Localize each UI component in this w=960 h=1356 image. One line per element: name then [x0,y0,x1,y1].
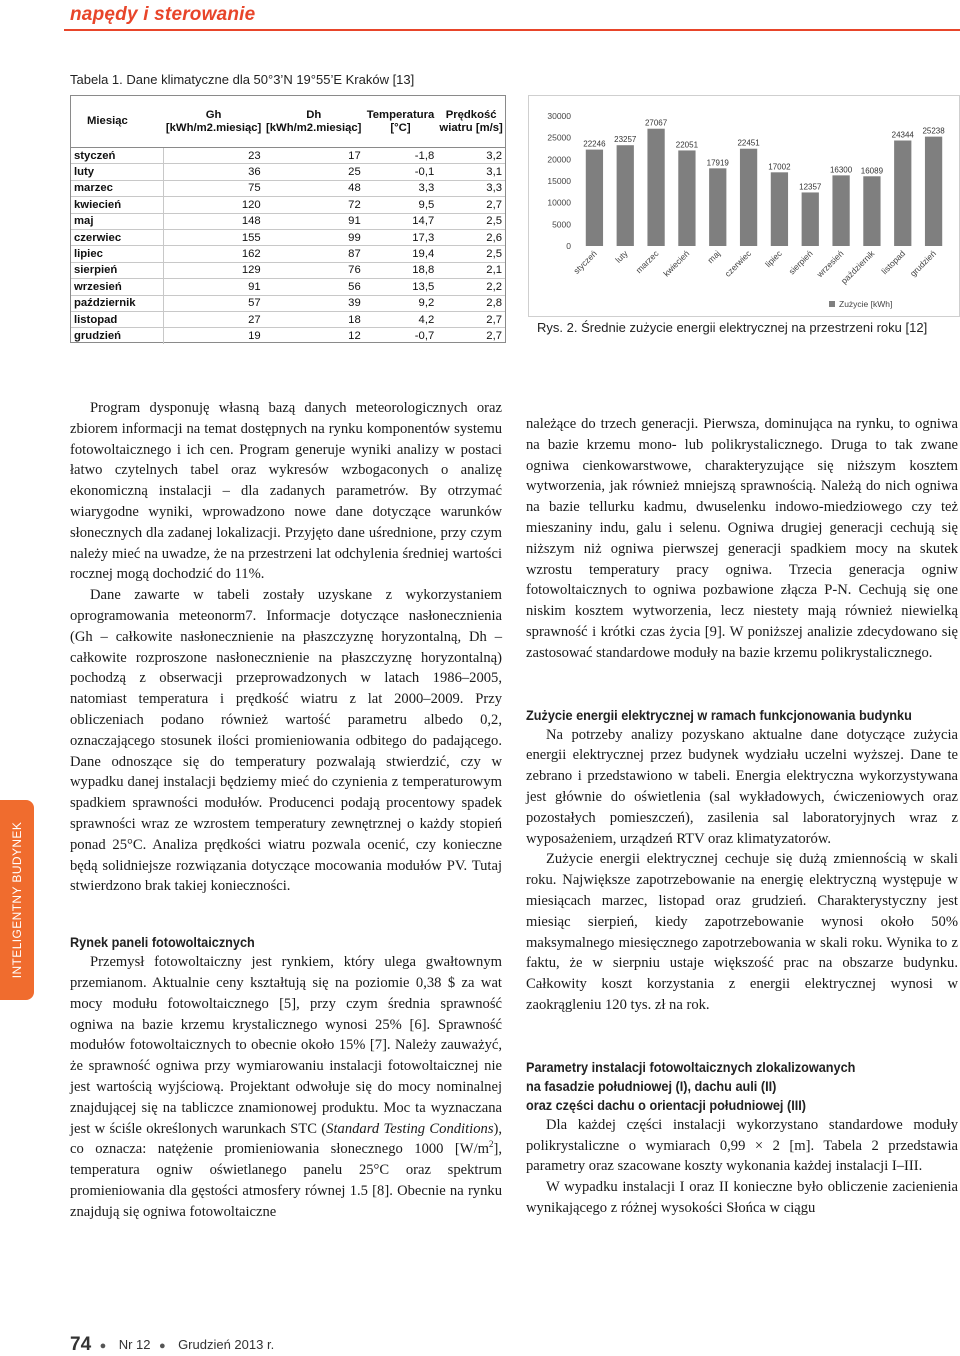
value-cell: 2,5 [437,213,505,229]
data-label: 25238 [922,126,945,136]
climate-table-box [70,95,506,343]
value-cell: 12 [348,329,361,342]
bullet-icon: ● [158,1340,166,1352]
value-cell: 120 [164,197,264,213]
bar [802,192,819,246]
value-cell: 57 [164,295,264,311]
data-label: 23257 [614,135,637,145]
value-cell: 148 [164,213,264,229]
value-cell: 56 [264,279,364,295]
page-footer [70,1334,274,1356]
value-cell: 72 [264,197,364,213]
bar [771,172,788,246]
value-cell: -0,1 [364,164,438,180]
data-label: 22451 [737,138,760,148]
x-tick-label: grudzień [907,248,938,279]
bar [647,129,664,246]
issue-date: Grudzień 2013 r. [178,1337,275,1352]
table-header-row [71,96,505,148]
y-tick-label: 25000 [547,132,571,143]
value-cell: 3,2 [437,148,505,164]
data-label: 17919 [706,158,729,168]
value-cell: 17 [264,148,364,164]
paragraph: W wypadku instalacji I oraz II konieczne było obliczenie zacienienia wynikającego z różnej wysokości Słońca w ciągu [526,1179,958,1216]
x-tick-label: listopad [879,248,908,277]
page-number: 74 [70,1334,92,1355]
table-body [71,148,505,344]
value-cell: 162 [164,246,264,262]
x-tick-label: marzec [633,248,661,276]
table-row [71,213,505,229]
bar [617,145,634,246]
month-cell: luty [71,164,164,180]
value-cell: -1,8 [364,148,438,164]
month-cell: styczeń [71,148,164,164]
value-cell: 3,1 [437,164,505,180]
value-cell: 9,2 [364,295,438,311]
legend-swatch [829,301,835,307]
x-tick-label: kwiecień [661,248,692,279]
paragraph: Na potrzeby analizy pozyskano aktualne dane dotyczące zużycia energii elektrycznej przez budynek wydziału uczelni wyższej. Dane te zebrano i przedstawiono w tabeli. Energia elektryczna wykorzystywana jest głównie do oświetlenia (sal wykładowych, ćwiczeniowych oraz pozostałych pomieszczeń), zasilenia sal laboratoryjnych wraz z wyposażeniem, urządzeń RTV oraz klimatyzatorów. [526,726,958,847]
month-cell: sierpień [71,262,164,278]
x-tick-label: sierpień [786,248,815,277]
side-tab-label: INTELIGENTNY BUDYNEK [10,821,24,979]
x-tick-label: maj [705,248,723,266]
value-cell: 23 [164,148,264,164]
month-cell: maj [71,213,164,229]
section-heading: na fasadzie południowej (I), dachu auli (II) [526,1078,777,1094]
section-heading: Zużycie energii elektrycznej w ramach funkcjonowania budynku [526,707,912,723]
climate-table [71,96,505,344]
data-label: 24344 [891,130,914,140]
x-tick-label: lipiec [763,248,784,270]
value-cell: 3,3 [437,180,505,196]
data-label: 22246 [583,139,606,149]
table-row [71,197,505,213]
x-tick-label: wrzesień [814,248,846,280]
data-label: 27067 [644,118,668,128]
section-heading: oraz części dachu o orientacji południowej (III) [526,1097,807,1113]
y-tick-label: 15000 [547,176,571,186]
y-tick-label: 5000 [552,219,571,230]
legend-label: Zużycie [kWh] [839,299,893,309]
energy-bar-chart [529,96,959,316]
month-cell: lipiec [71,246,164,262]
y-tick-label: 10000 [547,197,571,208]
data-label: 16300 [829,165,853,175]
x-tick-label: październik [838,248,877,286]
month-cell: wrzesień [71,279,164,295]
bar [740,149,757,246]
left-column [70,398,502,1222]
table-row [71,279,505,295]
section-header: napędy i sterowanie [70,4,256,25]
table-row [71,148,505,164]
bar [678,150,695,246]
month-cell: kwiecień [71,197,164,213]
paragraph: Przemysł fotowoltaiczny jest rynkiem, który ulega gwałtownym przemianom. Aktualnie ceny kształtują się na poziomie 0,38 $ za wat mocy modułu fotowoltaicznego [5], przy czym średnia sprawność ogniwa na bazie krzemu krystalicznego wynosi 25% [6]. Sprawność modułów fotowoltaicznych to obecnie około 15% [7]. Należy zauważyć, że sprawność ogniwa przy wymiarowaniu instalacji fotowoltaicznej nie jest wartością wyjściową. Projektant odwołuje się do mocy nominalnej znajdującej się na tabliczce znamionowej produktu. Moc ta wyznaczana jest w ściśle określonych warunkach STC (Standard Testing Conditions), co oznacza: natężenie promieniowania słonecznego 1000 $[W/m^2]$, temperatura ogniw oświetlanego panelu 25°C oraz spektrum promieniowania dla gęstości atmosfery równej 1.5 [8]. Obecnie na rynku znajdują się ogniwa fotowoltaiczne [70,954,503,1220]
paragraph: Dane zawarte w tabeli zostały uzyskane z wykorzystaniem oprogramowania meteonorm7. Informacje dotyczące nasłonecznienia (Gh – całkowite nasłonecznienie na płaszczyznę horyzontalną, Dh – całkowite rozproszone nasłonecznienie na płaszczyznę horyzontalną) pochodzą z obserwacji przeprowadzonych w latach 1986–2005, natomiast temperatura i prędkość wiatru z lat 2000–2009. Przy obliczeniach podano również wartość parametru albedo 0,2, oznaczającego stosunek ilości promieniowania odbitego do padającego. Dane odnoszące się do temperatury pozwalają stwierdzić, czy w wypadku danej instalacji będziemy mieć do czynienia z temperaturowym spadkiem sprawności modułów. Producenci podają procentowy spadek sprawności wraz ze wzrostem temperatury zewnętrznej o każdy stopień ponad 25°C. Analiza prędkości wiatru pozwala ocenić, czy konieczne będą solidniejsze rozwiązania dotyczące mocowania modułów PV. Tutaj stwierdzono brak takiej konieczności. [70,587,502,895]
table-header-cell: Temperatura [°C] [364,96,438,148]
value-cell: 14,7 [364,213,438,229]
bar [586,150,603,246]
value-cell: 27 [164,311,264,327]
bar [709,168,726,246]
paragraph: należące do trzech generacji. Pierwsza, dominująca na rynku, to ogniwa na bazie krzemu mono- lub polikrystalicznego. Druga to tak zwane ogniwa cienkowarstwowe, charakteryzujące się niższym kosztem wytworzenia, jak również mniejszą sprawnością. Należą do nich ogniwa na bazie tellurku kadmu, dwuselenku indowo-miedziowego czy też mieszaniny indu, galu i selenu. Ogniwa drugiej generacji cechują się niższym niż ogniwa pierwszej generacji spadkiem mocy na skutek wzrostu temperatury pracy ogniwa. Trzecia generacja ogniw fotowoltaicznych to ogniwa pozbawione złącza P-N. Cechują się one niskim kosztem wytworzenia, lecz niestety mają również niewielką sprawność i krótki czas życia [9]. W poniższej analizie zdecydowano się zastosować standardowe moduły na bazie krzemu polikrystalicznego. [526,416,958,661]
value-cell: 13,5 [364,279,438,295]
table-header-cell: Miesiąc [71,96,164,148]
data-label: 17002 [768,162,791,172]
value-cell: 3,3 [364,180,438,196]
value-cell: 2,8 [437,295,505,311]
value-cell: -0,7 [414,329,435,342]
table-row [71,295,505,311]
data-label: 22051 [675,140,699,150]
value-cell: 155 [164,229,264,245]
bar [894,141,911,246]
value-cell: 9,5 [364,197,438,213]
month-cell: grudzień [71,328,164,344]
value-cell: 2,1 [437,262,505,278]
y-tick-label: 20000 [547,154,571,165]
table-row [71,262,505,278]
energy-chart-box [528,95,960,317]
table-header-cell: Prędkość wiatru [m/s] [437,96,505,148]
paragraph: Program dysponuję własną bazą danych meteorologicznych oraz zbiorem informacji na temat dostępnych na rynku komponentów systemu fotowoltaicznego i ich cen. Program generuje wyniki analizy w postaci łatwo czytelnych tabel oraz wykresów wzbogaconych o analizę ekonomiczną instalacji – dla zadanych parametrów. By otrzymać wiarygodne wyniki, wprowadzono nowe dane dotyczące warunków słonecznych dla zadanej lokalizacji. Przyjęto dane uśrednione, przy czym należy mieć na uwadze, że na przestrzeni lat odchylenia średniej wartości rocznej mogą dochodzić do 11%. [70,400,502,583]
side-tab [0,800,34,1000]
y-tick-label: 0 [566,241,571,251]
value-cell: 2,7 [437,197,505,213]
y-tick-label: 30000 [547,111,571,121]
chart-caption: Rys. 2. Średnie zużycie energii elektrycznej na przestrzeni roku [12] [537,320,928,335]
x-tick-label: czerwiec [722,248,753,279]
paragraph: Dla każdej części instalacji wykorzystano standardowe moduły polikrystaliczne o wymiarach 0,99 × 2 [m]. Tabela 2 przedstawia parametry oraz szacowane koszty wykonania każdej instalacji I–III. [526,1116,958,1175]
table-header-cell: Dh [kWh/m2.miesiąc] [264,96,364,148]
table-row [71,311,505,327]
value-cell: 2,7 [437,311,505,327]
value-cell: 19 [248,329,261,342]
value-cell: 129 [164,262,264,278]
table-row [71,180,505,196]
table-header-cell: Gh [kWh/m2.miesiąc] [164,96,264,148]
x-tick-label: luty [613,248,630,265]
table-row [71,246,505,262]
month-cell: październik [71,295,164,311]
value-cell: 4,2 [364,311,438,327]
table-row [71,229,505,245]
bar [863,176,880,246]
table-row [71,164,505,180]
value-cell: 17,3 [364,229,438,245]
value-cell: 87 [264,246,364,262]
value-cell: 19,4 [364,246,438,262]
value-cell: 75 [164,180,264,196]
value-cell: 18,8 [364,262,438,278]
value-cell: 36 [164,164,264,180]
table-row [71,328,505,344]
value-cell: 91 [264,213,364,229]
data-label: 16089 [860,166,884,176]
paragraph: Zużycie energii elektrycznej cechuje się dużą zmiennością w skali roku. Największe zapotrzebowanie na energię elektryczną występuje w miesiącach marzec, listopad oraz grudzień. Charakterystyczny jest miesiąc sierpień, kiedy zapotrzebowanie wynosi około 50% maksymalnego miesięcznego zapotrzebowania w skali roku. Wynika to z faktu, że w sierpniu ustaje większość prac na obszarze budynku. Całkowity koszt korzystania z energii elektrycznej wynosi w zaokrągleniu 120 tys. zł na rok. [526,851,958,1013]
value-cell: 2,6 [437,229,505,245]
value-cell: 18 [264,311,364,327]
section-rule [64,29,960,31]
data-label: 12357 [799,182,822,192]
value-cell: 91 [164,279,264,295]
month-cell: marzec [71,180,164,196]
month-cell: listopad [71,311,164,327]
value-cell: 76 [264,262,364,278]
value-cell: 25 [264,164,364,180]
value-cell: 2,7 [486,329,502,342]
value-cell: 99 [264,229,364,245]
month-cell: czerwiec [71,229,164,245]
x-tick-label: styczeń [571,248,599,276]
bullet-icon: ● [99,1340,107,1352]
issue-number: Nr 12 [118,1337,151,1352]
bar [832,175,849,246]
value-cell: 2,2 [437,279,505,295]
value-cell: 48 [264,180,364,196]
section-heading: Parametry instalacji fotowoltaicznych zlokalizowanych [526,1059,856,1075]
section-heading: Rynek paneli fotowoltaicznych [70,935,255,951]
bar [925,137,942,246]
right-column [526,414,958,1219]
value-cell: 39 [264,295,364,311]
value-cell: 2,5 [437,246,505,262]
table-caption: Tabela 1. Dane klimatyczne dla 50°3’N 19°55’E Kraków [13] [70,72,415,87]
